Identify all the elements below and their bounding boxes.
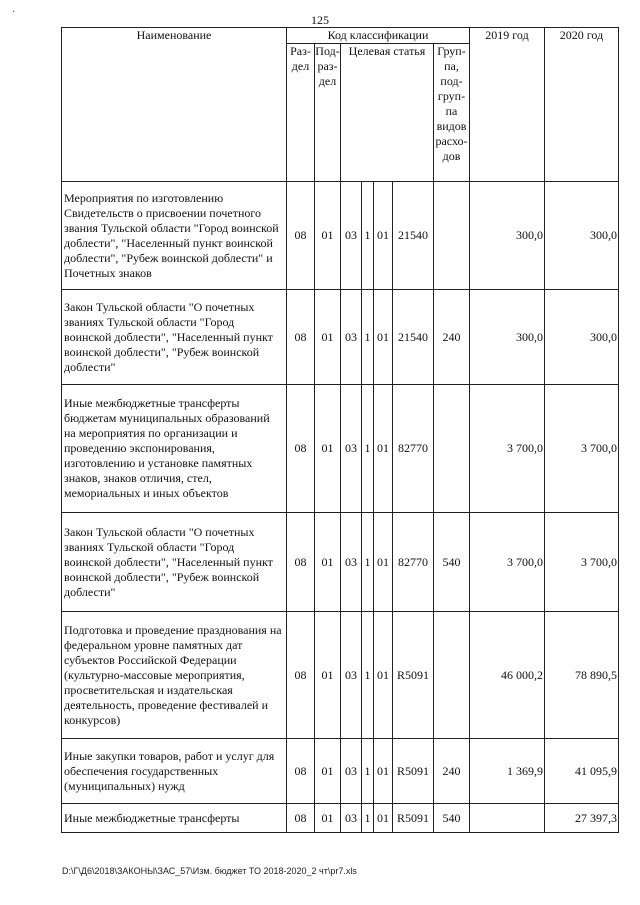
- row-value-2019: 300,0: [470, 182, 545, 290]
- budget-table: [61, 27, 619, 833]
- row-podrazdel: 01: [315, 612, 341, 739]
- row-cs-main: 01: [374, 612, 393, 739]
- row-name: Мероприятия по изготовлению Свидетельств о присвоении почетного звания Тульской области "Город воинской доблести", "Населенный пункт воинской доблести", "Рубеж воинской доблести" и Почетных знаков: [62, 182, 287, 290]
- row-value-2020: 27 397,3: [545, 804, 619, 833]
- row-vid: 240: [434, 290, 470, 385]
- row-cs-main: 01: [374, 513, 393, 612]
- row-cs-program: 03: [341, 182, 362, 290]
- row-cs-direction: R5091: [393, 804, 434, 833]
- row-cs-main: 01: [374, 385, 393, 513]
- row-name: Иные межбюджетные трансферты бюджетам муниципальных образований на мероприятия по организации и проведению экспонирования, изготовлению и установке памятных знаков, знаков отличия, стел, мемориальных и иных объектов: [62, 385, 287, 513]
- row-value-2019: 46 000,2: [470, 612, 545, 739]
- row-vid: [434, 612, 470, 739]
- row-cs-direction: 21540: [393, 182, 434, 290]
- row-podrazdel: 01: [315, 513, 341, 612]
- row-razdel: 08: [287, 804, 315, 833]
- row-cs-subprogram: 1: [362, 290, 374, 385]
- row-value-2019: 3 700,0: [470, 385, 545, 513]
- header-classification: Код классификации: [287, 28, 470, 44]
- header-section: Раз- дел: [287, 44, 315, 182]
- row-razdel: 08: [287, 385, 315, 513]
- row-podrazdel: 01: [315, 290, 341, 385]
- row-value-2020: 3 700,0: [545, 513, 619, 612]
- header-row-top: [62, 28, 619, 44]
- row-name: Иные закупки товаров, работ и услуг для обеспечения государственных (муниципальных) нужд: [62, 739, 287, 804]
- row-value-2019: 1 369,9: [470, 739, 545, 804]
- row-value-2020: 78 890,5: [545, 612, 619, 739]
- row-cs-program: 03: [341, 612, 362, 739]
- row-cs-subprogram: 1: [362, 385, 374, 513]
- row-name: Закон Тульской области "О почетных званиях Тульской области "Город воинской доблести", "Населенный пункт воинской доблести", "Рубеж воинской доблести": [62, 290, 287, 385]
- row-value-2019: 300,0: [470, 290, 545, 385]
- row-cs-subprogram: 1: [362, 513, 374, 612]
- table-row: [62, 612, 619, 739]
- row-name: Подготовка и проведение празднования на федеральном уровне памятных дат субъектов Российской Федерации (культурно-массовые мероприятия, просветительская и издательская деятельность, проведение фестивалей и конкурсов): [62, 612, 287, 739]
- row-cs-main: 01: [374, 182, 393, 290]
- row-podrazdel: 01: [315, 182, 341, 290]
- row-razdel: 08: [287, 513, 315, 612]
- table-row: [62, 513, 619, 612]
- row-razdel: 08: [287, 182, 315, 290]
- row-cs-subprogram: 1: [362, 612, 374, 739]
- header-target-article: Целевая статья: [341, 44, 434, 182]
- table-row: [62, 804, 619, 833]
- row-value-2020: 300,0: [545, 290, 619, 385]
- row-cs-subprogram: 1: [362, 739, 374, 804]
- row-cs-subprogram: 1: [362, 804, 374, 833]
- row-name: Иные межбюджетные трансферты: [62, 804, 287, 833]
- row-value-2019: [470, 804, 545, 833]
- row-vid: 540: [434, 513, 470, 612]
- row-cs-program: 03: [341, 385, 362, 513]
- row-cs-program: 03: [341, 513, 362, 612]
- row-vid: [434, 385, 470, 513]
- row-vid: [434, 182, 470, 290]
- header-year-2019: 2019 год: [470, 28, 545, 182]
- row-vid: 540: [434, 804, 470, 833]
- row-cs-subprogram: 1: [362, 182, 374, 290]
- table-row: [62, 385, 619, 513]
- row-cs-main: 01: [374, 739, 393, 804]
- header-subsection: Под- раз- дел: [315, 44, 341, 182]
- row-cs-direction: 82770: [393, 513, 434, 612]
- row-cs-main: 01: [374, 290, 393, 385]
- corner-mark: ·: [12, 7, 16, 18]
- row-podrazdel: 01: [315, 385, 341, 513]
- table-row: [62, 290, 619, 385]
- table-row: [62, 182, 619, 290]
- table-row: [62, 739, 619, 804]
- row-cs-program: 03: [341, 804, 362, 833]
- row-razdel: 08: [287, 290, 315, 385]
- page-number: 125: [311, 13, 329, 27]
- row-cs-direction: R5091: [393, 612, 434, 739]
- row-cs-direction: 82770: [393, 385, 434, 513]
- row-razdel: 08: [287, 739, 315, 804]
- row-value-2020: 41 095,9: [545, 739, 619, 804]
- row-cs-program: 03: [341, 290, 362, 385]
- row-podrazdel: 01: [315, 739, 341, 804]
- row-vid: 240: [434, 739, 470, 804]
- row-cs-direction: R5091: [393, 739, 434, 804]
- header-expense-group: Груп- па, под- груп- па видов расхо- дов: [434, 44, 470, 182]
- row-cs-main: 01: [374, 804, 393, 833]
- row-cs-program: 03: [341, 739, 362, 804]
- row-value-2020: 3 700,0: [545, 385, 619, 513]
- row-cs-direction: 21540: [393, 290, 434, 385]
- row-value-2020: 300,0: [545, 182, 619, 290]
- row-podrazdel: 01: [315, 804, 341, 833]
- row-name: Закон Тульской области "О почетных званиях Тульской области "Город воинской доблести", "Населенный пункт воинской доблести", "Рубеж воинской доблести": [62, 513, 287, 612]
- file-path-footer: D:\Г\Д6\2018\ЗАКОНЫ\ЗАС_57\Изм. бюджет ТО 2018-2020_2 чт\pr7.xls: [62, 866, 357, 876]
- header-name: Наименование: [62, 28, 287, 182]
- header-year-2020: 2020 год: [545, 28, 619, 182]
- row-razdel: 08: [287, 612, 315, 739]
- row-value-2019: 3 700,0: [470, 513, 545, 612]
